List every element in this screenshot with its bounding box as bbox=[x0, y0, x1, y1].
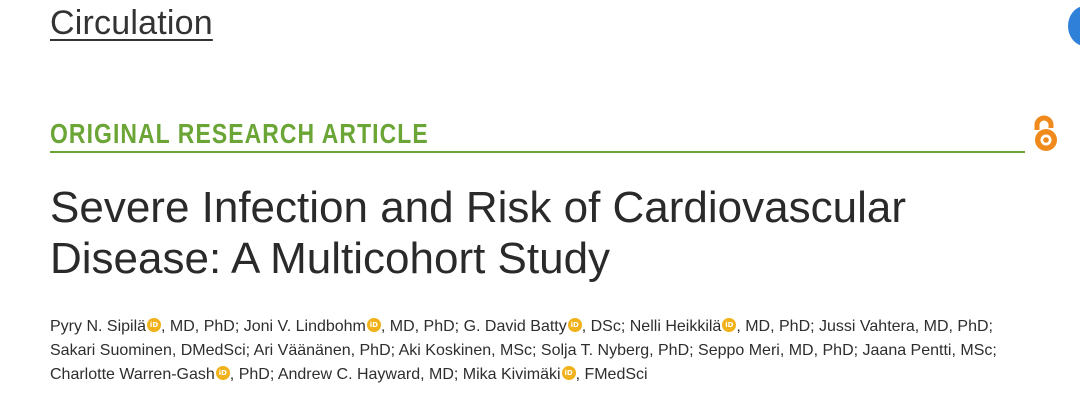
author-credentials: , MD, PhD; Jussi Vahtera, MD, PhD; bbox=[736, 318, 993, 335]
author-line-1 bbox=[50, 315, 1070, 339]
open-access-icon[interactable] bbox=[1026, 114, 1066, 154]
orcid-icon[interactable] bbox=[367, 318, 381, 332]
article-title-line-1: Severe Infection and Risk of Cardiovascular bbox=[50, 183, 906, 232]
orcid-icon[interactable] bbox=[147, 318, 161, 332]
author-list bbox=[50, 315, 1070, 387]
orcid-icon[interactable] bbox=[722, 318, 736, 332]
author-line-3 bbox=[50, 363, 1070, 387]
orcid-icon[interactable] bbox=[562, 366, 576, 380]
author-name[interactable]: Pyry N. Sipilä bbox=[50, 318, 147, 335]
author-credentials: , PhD; Andrew C. Hayward, MD; bbox=[229, 366, 463, 383]
orcid-icon[interactable] bbox=[216, 366, 230, 380]
journal-name[interactable]: Circulation bbox=[50, 4, 213, 42]
author-name[interactable]: Charlotte Warren-Gash bbox=[50, 366, 215, 383]
article-title-line-2: Disease: A Multicohort Study bbox=[50, 234, 611, 283]
author-name[interactable]: Nelli Heikkilä bbox=[629, 318, 722, 335]
article-type-label: ORIGINAL RESEARCH ARTICLE bbox=[50, 118, 429, 149]
orcid-icon[interactable] bbox=[568, 318, 582, 332]
article-type-rule bbox=[50, 151, 1025, 153]
corner-badge[interactable] bbox=[1068, 6, 1080, 46]
author-credentials: , DSc; bbox=[581, 318, 630, 335]
article-title bbox=[50, 182, 1050, 284]
author-name[interactable]: Joni V. Lindbohm bbox=[243, 318, 366, 335]
author-name[interactable]: Mika Kivimäki bbox=[462, 366, 561, 383]
author-credentials: , MD, PhD; bbox=[161, 318, 244, 335]
author-name[interactable]: G. David Batty bbox=[463, 318, 567, 335]
author-line-2: Sakari Suominen, DMedSci; Ari Väänänen, PhD; Aki Koskinen, MSc; Solja T. Nyberg, PhD; Seppo Meri, MD, PhD; Jaana Pentti, MSc; bbox=[50, 342, 997, 359]
author-credentials: , FMedSci bbox=[575, 366, 648, 383]
author-credentials: , MD, PhD; bbox=[380, 318, 464, 335]
